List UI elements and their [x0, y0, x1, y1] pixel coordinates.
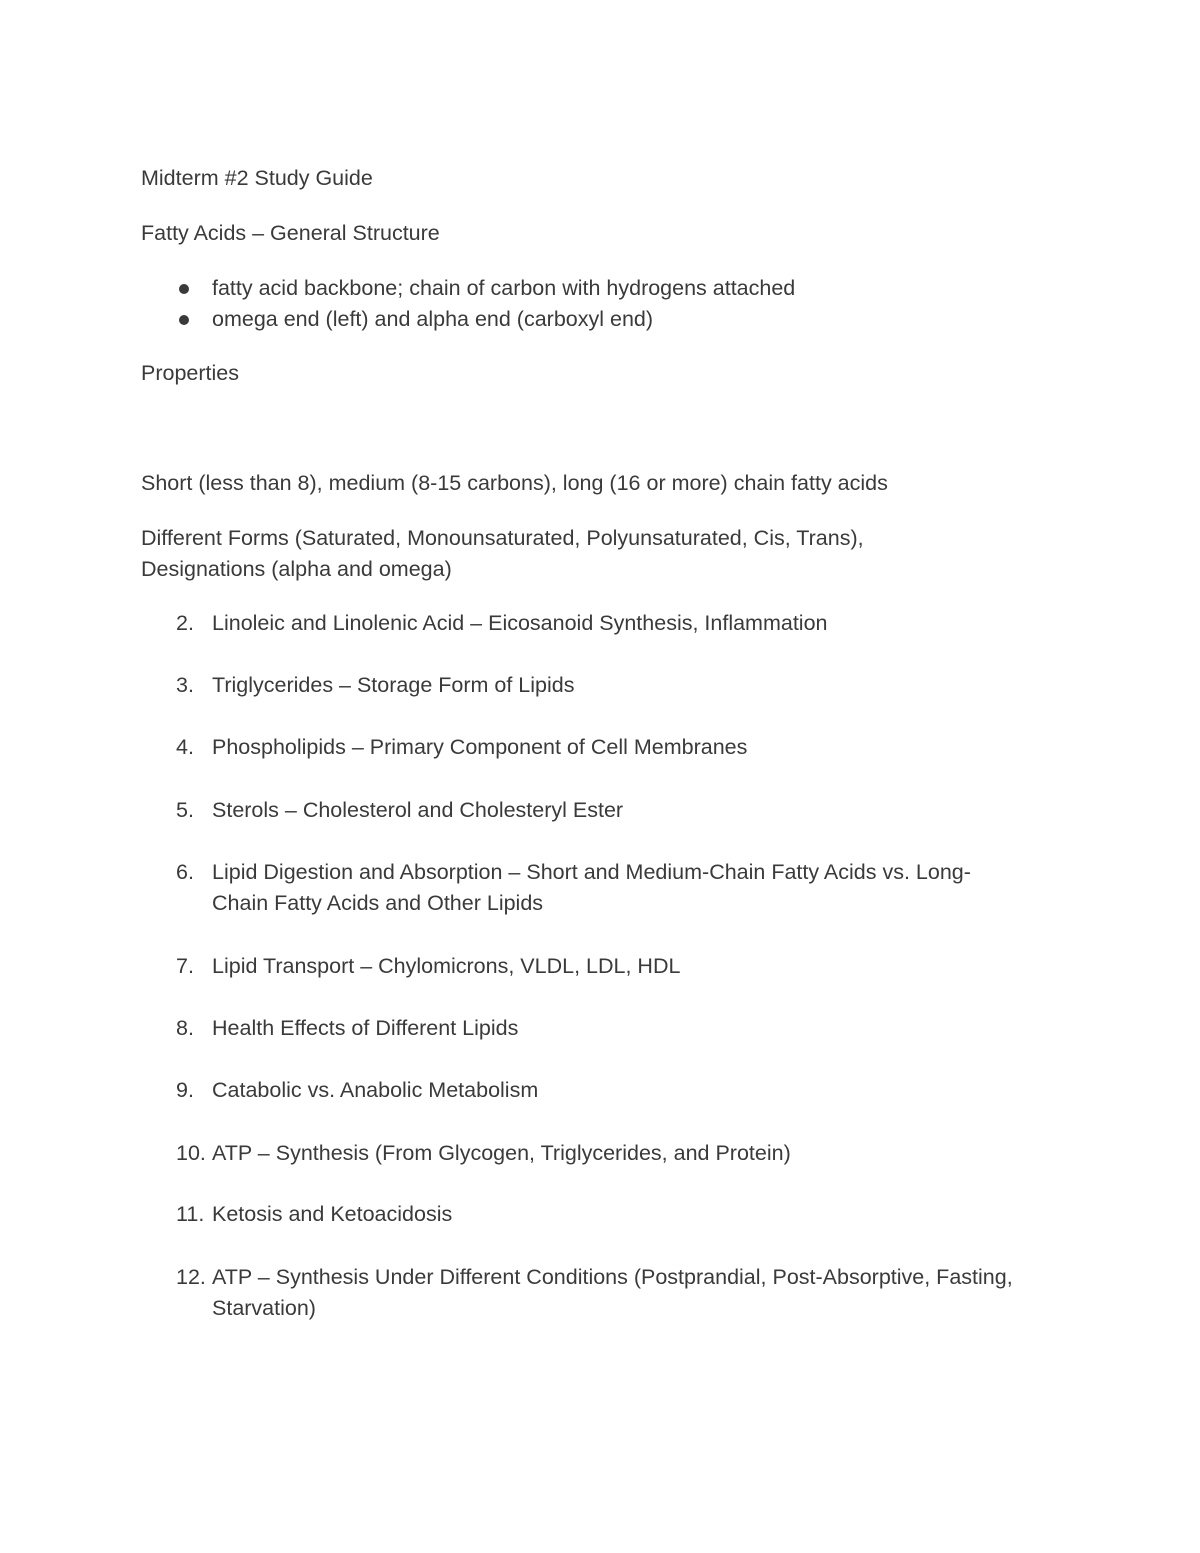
- item-number: 7.: [176, 954, 194, 978]
- item-number: 2.: [176, 611, 194, 635]
- section-heading-fatty-acids: Fatty Acids – General Structure: [141, 221, 440, 245]
- item-text: Phospholipids – Primary Component of Cell Membranes: [212, 735, 748, 759]
- document-title: Midterm #2 Study Guide: [141, 166, 373, 190]
- item-number: 9.: [176, 1078, 194, 1102]
- item-number: 10.: [176, 1141, 206, 1165]
- bullet-item: [141, 304, 1041, 335]
- forms-text-line-1: Different Forms (Saturated, Monounsaturated, Polyunsaturated, Cis, Trans),: [141, 526, 864, 550]
- forms-text-line-2: Designations (alpha and omega): [141, 557, 452, 581]
- numbered-item: [141, 1262, 1021, 1324]
- numbered-item: [141, 1013, 1041, 1044]
- numbered-item: [141, 857, 1001, 919]
- item-text: Triglycerides – Storage Form of Lipids: [212, 673, 575, 697]
- item-text: Lipid Transport – Chylomicrons, VLDL, LDL, HDL: [212, 954, 681, 978]
- item-text: Ketosis and Ketoacidosis: [212, 1202, 453, 1226]
- numbered-item: [141, 951, 1041, 982]
- section-heading-properties: Properties: [141, 361, 239, 385]
- item-number: 8.: [176, 1016, 194, 1040]
- numbered-item: [141, 795, 1041, 826]
- item-number: 4.: [176, 735, 194, 759]
- item-number: 12.: [176, 1265, 206, 1289]
- item-number: 6.: [176, 860, 194, 884]
- item-text: Linoleic and Linolenic Acid – Eicosanoid Synthesis, Inflammation: [212, 611, 828, 635]
- item-text: ATP – Synthesis (From Glycogen, Triglycerides, and Protein): [212, 1141, 791, 1165]
- bullet-icon: [179, 315, 189, 325]
- numbered-item: [141, 1199, 1041, 1230]
- chain-lengths-text: Short (less than 8), medium (8-15 carbons), long (16 or more) chain fatty acids: [141, 471, 888, 495]
- numbered-item: [141, 1075, 1041, 1106]
- item-text: ATP – Synthesis Under Different Conditions (Postprandial, Post-Absorptive, Fasting, Starvation): [212, 1265, 1013, 1320]
- item-number: 3.: [176, 673, 194, 697]
- numbered-item: [141, 670, 1041, 701]
- numbered-item: [141, 732, 1041, 763]
- item-number: 5.: [176, 798, 194, 822]
- item-number: 11.: [176, 1202, 205, 1226]
- bullet-icon: [179, 284, 189, 294]
- item-text: Sterols – Cholesterol and Cholesteryl Ester: [212, 798, 624, 822]
- numbered-item: [141, 608, 1041, 639]
- bullet-text: fatty acid backbone; chain of carbon with hydrogens attached: [212, 276, 796, 300]
- bullet-text: omega end (left) and alpha end (carboxyl end): [212, 307, 654, 331]
- numbered-item: [141, 1138, 1041, 1169]
- bullet-item: [141, 273, 1041, 304]
- item-text: Catabolic vs. Anabolic Metabolism: [212, 1078, 539, 1102]
- item-text: Lipid Digestion and Absorption – Short and Medium-Chain Fatty Acids vs. Long-Chain Fatty Acids and Other Lipids: [212, 860, 971, 915]
- item-text: Health Effects of Different Lipids: [212, 1016, 519, 1040]
